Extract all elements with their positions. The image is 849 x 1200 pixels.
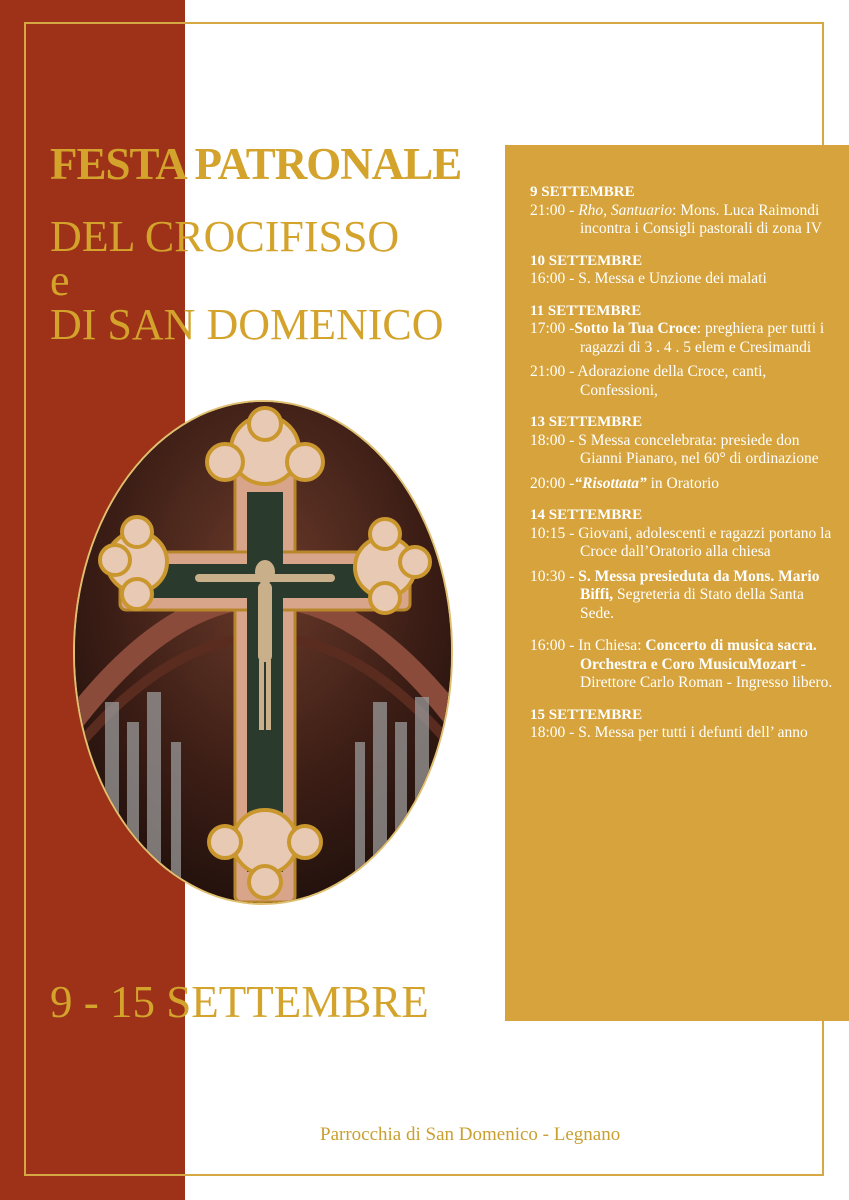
title-festa-patronale: FESTA PATRONALE <box>50 139 462 189</box>
event-text: S. Messa e Unzione dei malati <box>578 270 767 287</box>
event-time: 21:00 - <box>530 201 579 219</box>
day-15 <box>530 706 833 743</box>
day-title: 15 SETTEMBRE <box>530 706 643 723</box>
crucifix-illustration <box>75 402 453 905</box>
event-time: 20:00 - <box>530 474 575 492</box>
event-text: in Oratorio <box>646 474 720 492</box>
event-highlight: S. Messa presieduta da Mons. Mario Biffi, <box>578 567 820 603</box>
crucifix-image <box>73 400 453 905</box>
event <box>530 320 833 357</box>
event-highlight: Concerto di musica sacra. Orchestra e Coro MusicuMozart - <box>580 637 817 673</box>
day-10 <box>530 252 833 289</box>
day-title: 9 SETTEMBRE <box>530 184 635 200</box>
event-text: : preghiera per tutti i ragazzi di 3 . 4 . 5 elem e Cresimandi <box>580 320 825 356</box>
event-text: Giovani, adolescenti e ragazzi portano la Croce dall’Oratorio alla chiesa <box>578 524 832 560</box>
festival-dates: 9 - 15 SETTEMBRE <box>50 977 429 1027</box>
event-time: 18:00 - <box>530 431 579 449</box>
event-time: 16:00 - <box>530 270 579 287</box>
title-subtitle <box>50 212 444 349</box>
event <box>530 475 833 494</box>
title-line-e: e <box>50 256 70 305</box>
event-time: 10:30 - <box>530 567 579 585</box>
event <box>530 202 833 239</box>
event-highlight: Sotto la Tua Croce <box>574 320 697 337</box>
event <box>530 568 833 624</box>
event-text: S. Messa per tutti i defunti dell’ anno <box>578 724 808 741</box>
schedule-panel <box>505 145 849 1021</box>
event-text: : Mons. Luca Raimondi incontra i Consigli pastorali di zona IV <box>580 201 822 237</box>
event-text: S Messa concelebrata: presiede don Gianni Pianaro, nel 60° di ordinazione <box>578 431 819 467</box>
day-title: 14 SETTEMBRE <box>530 507 643 523</box>
parish-footer: Parrocchia di San Domenico - Legnano <box>320 1124 621 1145</box>
event-text: Direttore Carlo Roman - Ingresso libero. <box>580 674 833 691</box>
event <box>530 637 833 693</box>
event <box>530 270 833 289</box>
day-title: 10 SETTEMBRE <box>530 252 643 269</box>
day-13 <box>530 413 833 493</box>
event <box>530 432 833 469</box>
day-9 <box>530 183 833 239</box>
event <box>530 724 833 743</box>
event-place: Rho, Santuario <box>578 201 673 219</box>
day-14 <box>530 506 833 693</box>
event-text: Adorazione della Croce, canti, Confessioni, <box>577 363 767 399</box>
event-time: 10:15 - <box>530 524 579 542</box>
title-line-san-domenico: DI SAN DOMENICO <box>50 300 444 349</box>
event-text: Segreteria di Stato della Santa Sede. <box>580 586 804 622</box>
event-time: 16:00 - <box>530 637 579 654</box>
event-time: 18:00 - <box>530 724 579 741</box>
event-time: 17:00 - <box>530 320 575 337</box>
event <box>530 363 833 400</box>
event-time: 21:00 - <box>530 363 578 380</box>
day-title: 11 SETTEMBRE <box>530 302 642 319</box>
event-place: In Chiesa: <box>578 637 646 654</box>
title-line-crocifisso: DEL CROCIFISSO <box>50 212 400 261</box>
day-title: 13 SETTEMBRE <box>530 414 643 430</box>
event <box>530 525 833 562</box>
day-11 <box>530 302 833 401</box>
event-highlight: “Risottata” <box>574 474 647 492</box>
